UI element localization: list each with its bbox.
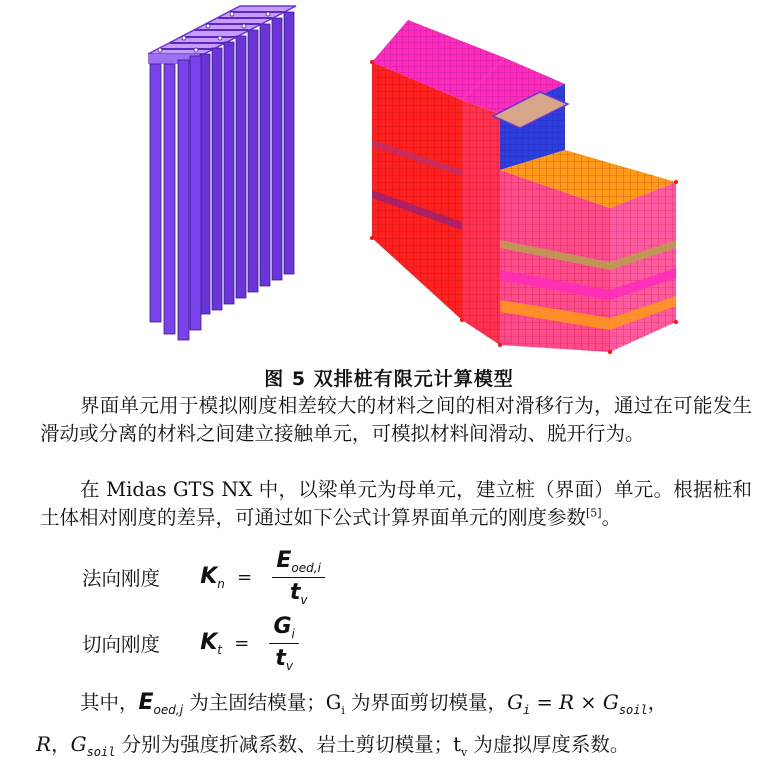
defs2-tv-sub: v <box>461 745 468 759</box>
equation-shear-stiffness <box>82 614 299 673</box>
paragraph-definitions <box>40 688 752 725</box>
eq2-lhs: K <box>200 629 218 655</box>
defs-r: R <box>559 690 575 714</box>
eq2-label: 切向刚度 <box>82 633 161 657</box>
pile-row-front <box>150 56 201 340</box>
defs-gsoil: G <box>602 690 619 714</box>
defs-gi: G <box>507 690 524 714</box>
soil-model <box>370 20 678 354</box>
defs-e-sub: oed,j <box>153 702 184 717</box>
defs-times: × <box>574 691 603 714</box>
eq2-num: G <box>273 614 292 639</box>
eq2-fraction <box>269 614 298 673</box>
eq2-num-sub: i <box>291 626 295 641</box>
eq2-den-sub: v <box>285 658 293 673</box>
defs-g-desc: 为界面剪切模量， <box>344 691 508 714</box>
eq1-label: 法向刚度 <box>82 567 161 591</box>
eq1-lhs: K <box>200 563 218 589</box>
eq1-num: E <box>276 548 292 573</box>
defs-e-symbol: E <box>138 690 154 715</box>
eq2-lhs-sub: t <box>217 642 222 657</box>
defs-e-desc: 为主固结模量；G <box>183 691 342 714</box>
defs2-desc: 分别为强度折减系数、岩土剪切模量；t <box>115 733 462 756</box>
pile-model <box>148 6 296 340</box>
eq1-den: t <box>289 579 301 605</box>
eq2-equals: = <box>234 632 250 654</box>
paragraph-interface-element: 界面单元用于模拟刚度相差较大的材料之间的相对滑移行为，通过在可能发生滑动或分离的材料之间建立接触单元，可模拟材料间滑动、脱开行为。 <box>40 394 752 445</box>
pile-row-back <box>200 12 294 314</box>
eq2-den: t <box>275 645 286 671</box>
defs2-gsoil: G <box>70 732 87 756</box>
equation-normal-stiffness <box>82 548 325 607</box>
eq1-equals: = <box>237 566 253 588</box>
defs2-gsoil-sub: soil <box>86 744 116 759</box>
paragraph-midas <box>40 476 752 532</box>
defs2-end: 为虚拟厚度系数。 <box>467 733 630 756</box>
defs-gi-sub: i <box>341 703 345 717</box>
figure-caption: 图 5 双排桩有限元计算模型 <box>264 368 514 390</box>
paragraph-midas-end: 。 <box>601 506 622 529</box>
defs-gsoil-sub: soil <box>618 702 648 717</box>
paragraph-midas-text: 在 Midas GTS NX 中，以梁单元为母单元，建立桩（界面）单元。根据桩和土体相对刚度的差异，可通过如下公式计算界面单元的刚度参数 <box>40 478 752 529</box>
defs-lead: 其中， <box>80 691 139 714</box>
defs-end: ， <box>647 691 668 714</box>
citation-ref: [5] <box>586 506 602 520</box>
eq1-fraction <box>272 548 325 607</box>
paragraph-definitions-2 <box>36 730 748 767</box>
defs-gi-sub2: i <box>523 702 531 717</box>
defs2-sep: ， <box>51 733 71 756</box>
figure-fem-model <box>0 0 778 360</box>
eq1-lhs-sub: n <box>217 576 225 591</box>
eq1-num-sub: oed,i <box>291 560 321 575</box>
defs-eq: = <box>530 691 560 714</box>
eq1-den-sub: v <box>300 592 308 607</box>
defs2-r: R <box>36 732 52 756</box>
